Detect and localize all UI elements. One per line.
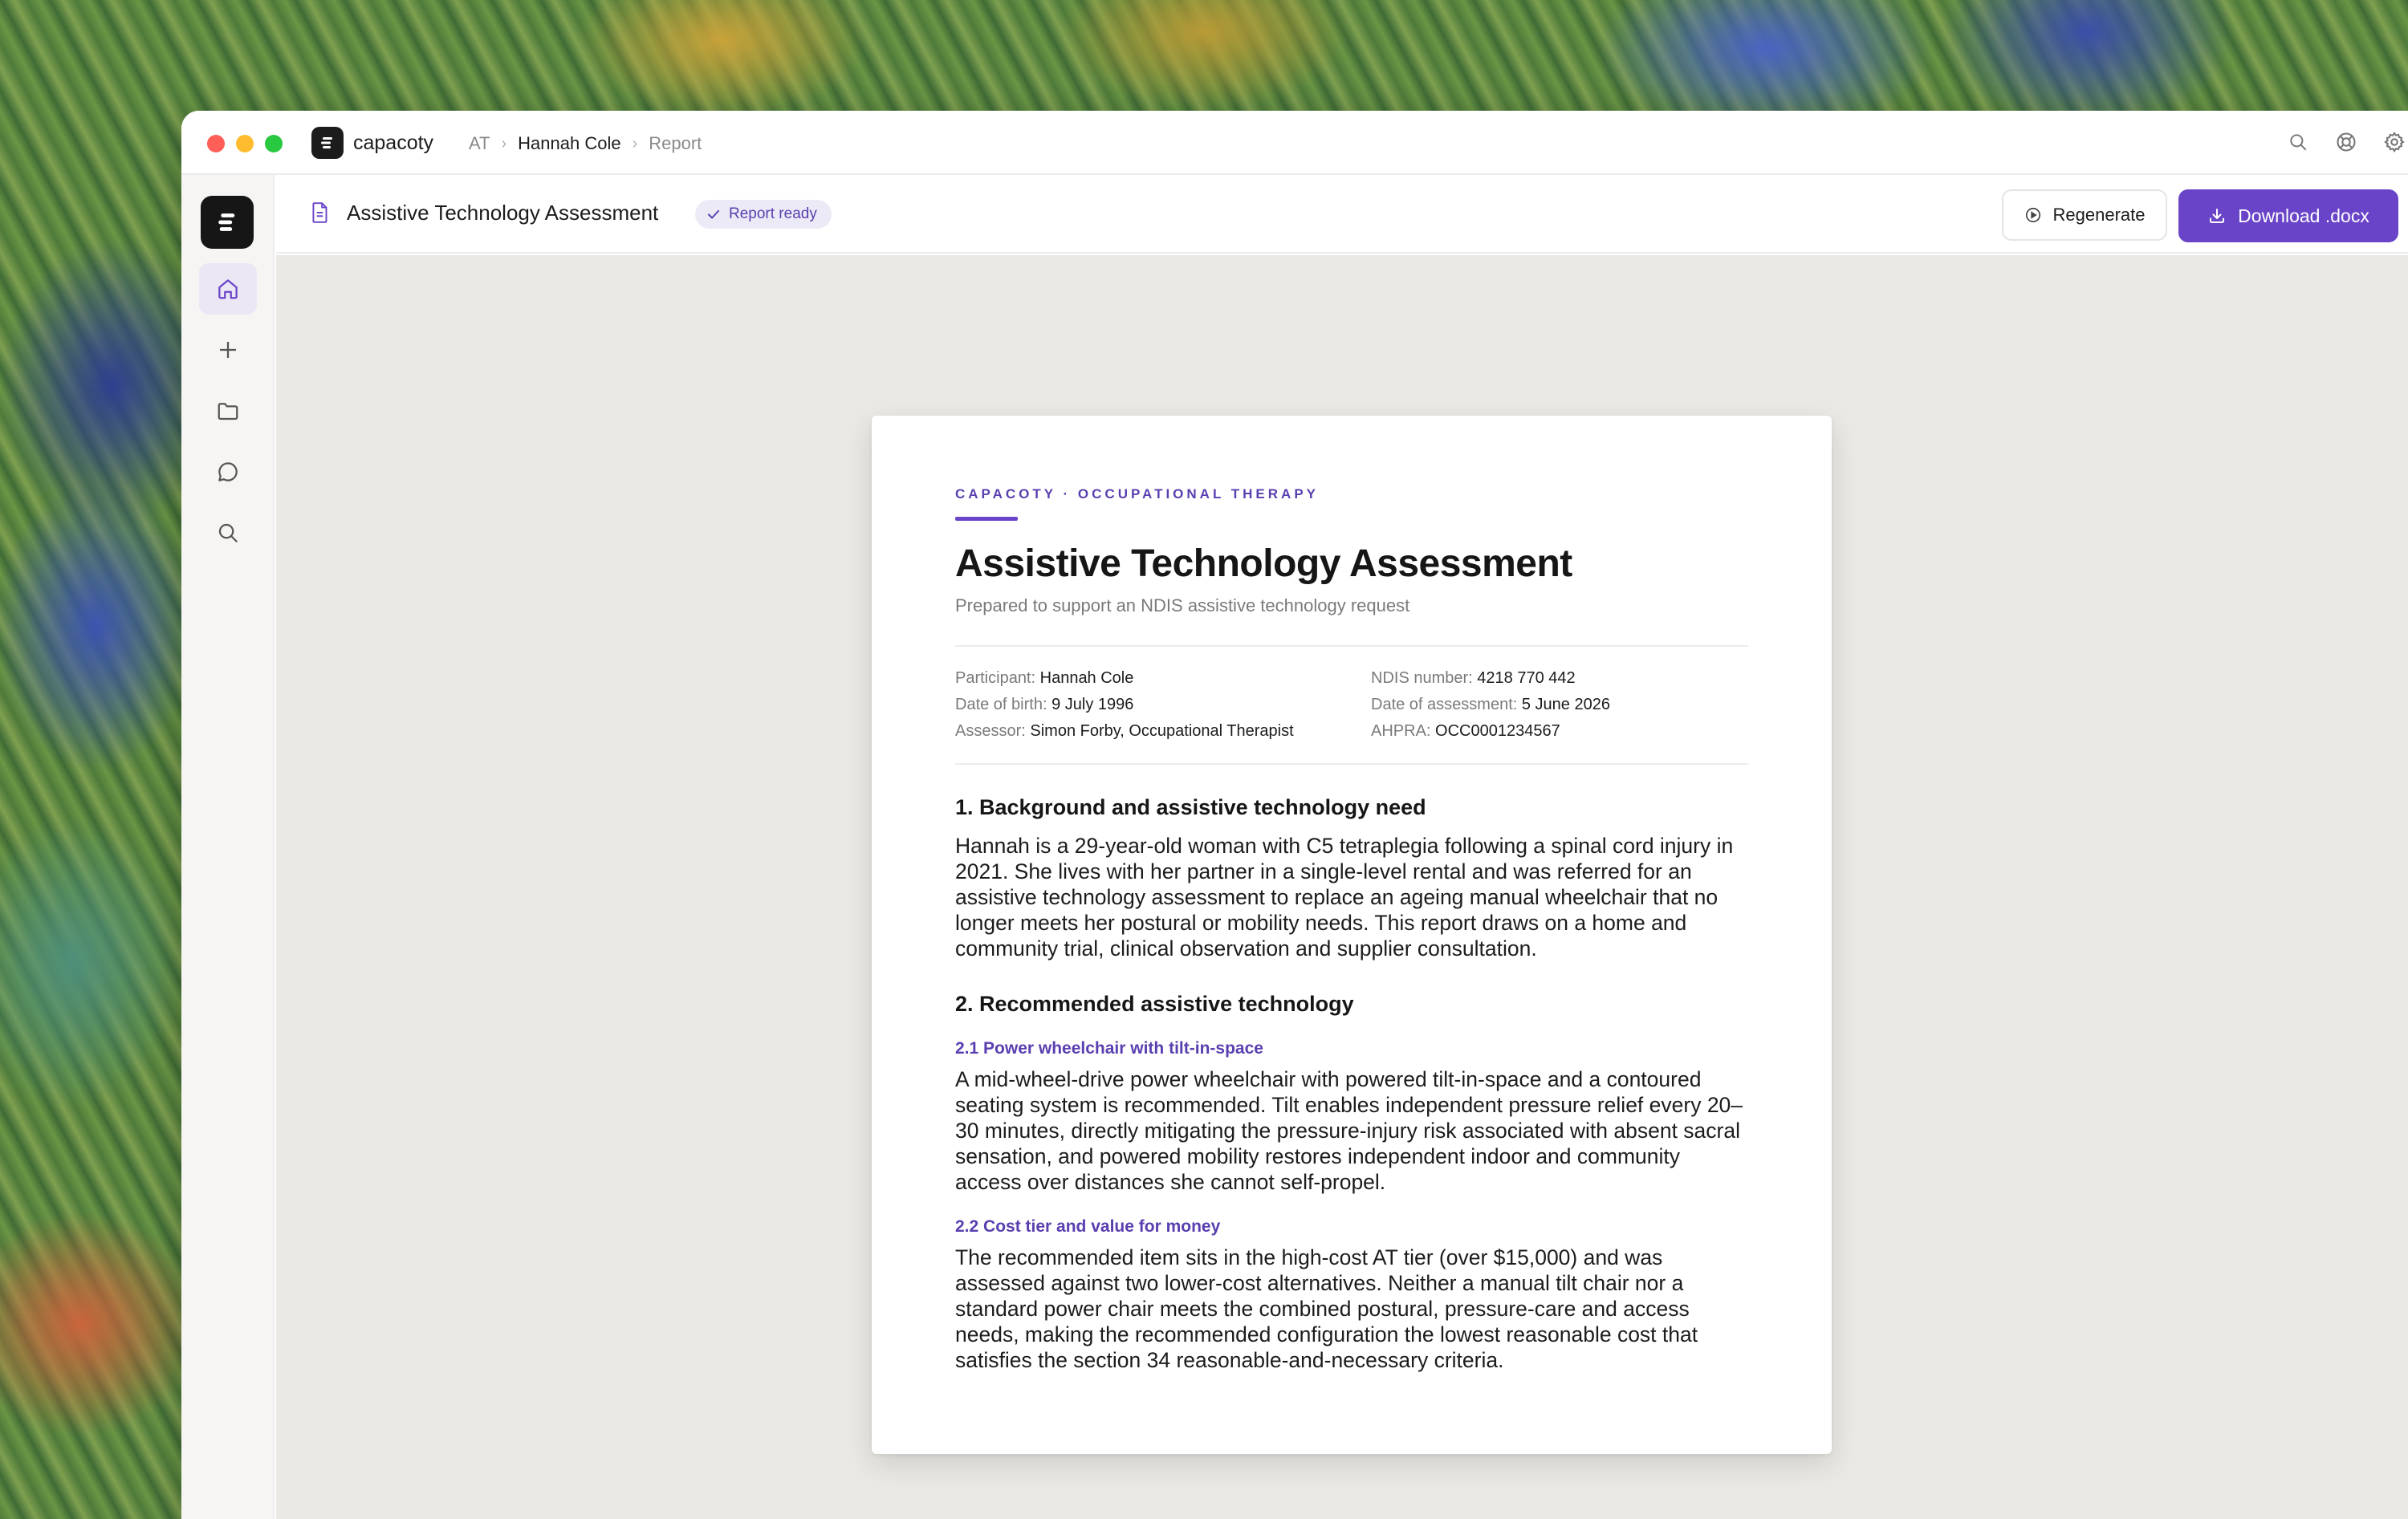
divider <box>955 763 1748 765</box>
download-docx-button[interactable] <box>2178 189 2398 242</box>
report-metadata <box>955 669 1748 741</box>
status-badge-label: Report ready <box>729 205 817 222</box>
kicker-divider <box>955 517 1018 521</box>
play-circle-icon <box>2024 206 2042 224</box>
report-page <box>872 416 1832 1454</box>
close-window-button[interactable] <box>207 135 225 152</box>
search-icon <box>216 521 240 545</box>
sidebar-item-search[interactable] <box>199 507 257 558</box>
app-logo-icon <box>311 127 344 159</box>
chevron-right-icon: › <box>632 134 638 152</box>
app-name: capacoty <box>353 132 434 154</box>
breadcrumb-item-report: Report <box>649 133 702 153</box>
document-header <box>276 175 2408 254</box>
document-preview-area <box>276 255 2408 1519</box>
status-badge <box>695 200 832 229</box>
workspace-logo-icon[interactable] <box>201 196 254 249</box>
meta-assessor: Assessor: Simon Forby, Occupational Therapist <box>955 722 1294 740</box>
sidebar-item-new[interactable] <box>199 324 257 376</box>
plus-icon <box>216 338 240 362</box>
chevron-right-icon: › <box>501 134 507 152</box>
section-2-heading: 2. Recommended assistive technology <box>955 992 1354 1016</box>
window-controls <box>207 135 283 152</box>
report-kicker: CAPACOTY · OCCUPATIONAL THERAPY <box>955 486 1319 502</box>
meta-ahpra: AHPRA: OCC0001234567 <box>1371 722 1560 740</box>
settings-icon[interactable] <box>2381 128 2408 156</box>
regenerate-label: Regenerate <box>2052 205 2146 225</box>
section-1-body: Hannah is a 29-year-old woman with C5 tetraplegia following a spinal cord injury in 2021. She lives with her partner in a single-level rental and was referred for an assistive technology assessment to replace an ageing manual wheelchair that no longer meets her postural or mobility needs. This report draws on a home and community trial, clinical observation and supplier consultation. <box>955 834 1734 961</box>
breadcrumb-item-at[interactable]: AT <box>469 133 490 153</box>
check-icon <box>706 207 721 221</box>
breadcrumb-item-participant[interactable]: Hannah Cole <box>518 133 621 153</box>
maximize-window-button[interactable] <box>265 135 283 152</box>
divider <box>955 645 1748 647</box>
document-icon <box>310 201 331 229</box>
search-icon[interactable] <box>2284 128 2312 156</box>
section-2-1-heading: 2.1 Power wheelchair with tilt-in-space <box>955 1039 1263 1058</box>
meta-date-of-assessment: Date of assessment: 5 June 2026 <box>1371 696 1610 713</box>
sidebar-item-folder[interactable] <box>199 385 257 437</box>
title-bar <box>181 111 2408 175</box>
minimize-window-button[interactable] <box>236 135 254 152</box>
chat-icon <box>216 460 240 484</box>
help-icon[interactable] <box>2333 128 2360 156</box>
breadcrumb <box>469 133 702 154</box>
download-label: Download .docx <box>2238 205 2369 226</box>
download-icon <box>2207 206 2227 225</box>
meta-ndis-number: NDIS number: 4218 770 442 <box>1371 669 1576 687</box>
sidebar <box>181 175 275 1519</box>
document-title: Assistive Technology Assessment <box>347 201 659 225</box>
home-icon <box>216 277 240 301</box>
section-2-2-body: The recommended item sits in the high-cost AT tier (over $15,000) and was assessed against two lower-cost alternatives. Neither a manual tilt chair nor a standard power chair meets the combined postural, pressure-care and access needs, making the recommended configuration the lowest reasonable cost that satisfies the section 34 reasonable-and-necessary criteria. <box>955 1245 1698 1372</box>
meta-date-of-birth: Date of birth: 9 July 1996 <box>955 696 1134 713</box>
folder-icon <box>216 399 240 423</box>
report-title: Assistive Technology Assessment <box>955 542 1572 585</box>
section-2-2-heading: 2.2 Cost tier and value for money <box>955 1217 1221 1236</box>
regenerate-button[interactable] <box>2002 189 2167 241</box>
sidebar-item-messages[interactable] <box>199 446 257 498</box>
section-1-heading: 1. Background and assistive technology need <box>955 795 1426 819</box>
section-2-1-body: A mid-wheel-drive power wheelchair with powered tilt-in-space and a contoured seating system is recommended. Tilt enables independent pressure relief every 20–30 minutes, directly mitigating the pressure-injury risk associated with absent sacral sensation, and powered mobility restores independent indoor and community access over distances she cannot self-propel. <box>955 1067 1743 1194</box>
titlebar-actions <box>2284 128 2408 156</box>
report-subtitle: Prepared to support an NDIS assistive technology request <box>955 595 1410 615</box>
meta-participant: Participant: Hannah Cole <box>955 669 1134 687</box>
sidebar-item-home[interactable] <box>199 263 257 315</box>
app-window <box>181 111 2408 1519</box>
